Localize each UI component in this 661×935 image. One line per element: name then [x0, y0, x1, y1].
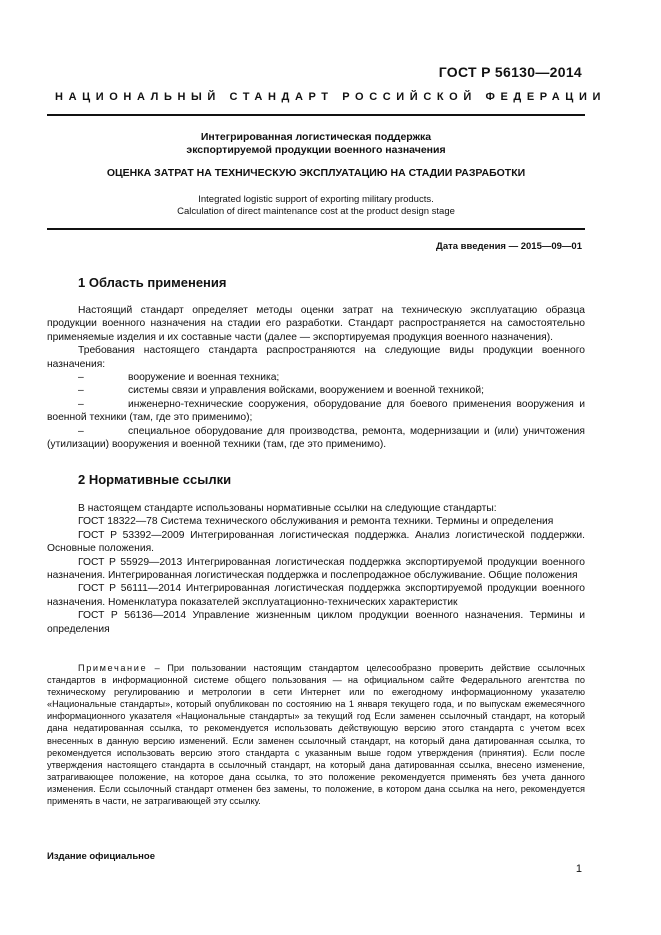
- title-divider: [47, 228, 585, 230]
- section-2-intro: В настоящем стандарте использованы нормативные ссылки на следующие стандарты:: [78, 503, 497, 514]
- list-dash: –: [78, 425, 84, 437]
- reference-item: ГОСТ 18322—78 Система технического обслуживания и ремонта техники. Термины и определения: [78, 516, 554, 528]
- national-standard-banner: НАЦИОНАЛЬНЫЙ СТАНДАРТ РОССИЙСКОЙ ФЕДЕРАЦИИ: [55, 91, 606, 103]
- reference-item: ГОСТ Р 55929—2013 Интегрированная логистическая поддержка экспортируемой продукции военного назначения. Интегрированная логистическая поддержка и послепродажное обслуживание. Общие положения: [47, 556, 585, 582]
- list-item: [47, 398, 585, 425]
- title-en-line-1: Integrated logistic support of exporting military products.: [198, 194, 434, 205]
- edition-label: Издание официальное: [47, 851, 155, 862]
- list-item-text: вооружение и военная техника;: [128, 372, 280, 384]
- document-number: ГОСТ Р 56130—2014: [438, 64, 582, 80]
- list-item-text: системы связи и управления войсками, вооружением и военной техникой;: [128, 385, 484, 397]
- list-item-text: специальное оборудование для производства, ремонта, модернизации и (или) уничтожения (утилизации) вооружения и военной техники (там, где это применимо).: [47, 425, 585, 451]
- note-block: [47, 662, 585, 807]
- title-ru-main: ОЦЕНКА ЗАТРАТ НА ТЕХНИЧЕСКУЮ ЭКСПЛУАТАЦИЮ НА СТАДИИ РАЗРАБОТКИ: [106, 167, 526, 179]
- list-dash: –: [78, 398, 84, 410]
- reference-item: ГОСТ Р 56136—2014 Управление жизненным циклом продукции военного назначения. Термины и определения: [47, 610, 585, 635]
- reference-item: ГОСТ Р 53392—2009 Интегрированная логистическая поддержка. Анализ логистической поддержки. Основные положения.: [47, 529, 585, 555]
- reference-item: ГОСТ Р 56111—2014 Интегрированная логистическая поддержка экспортируемой продукции военного назначения. Номенклатура показателей эксплуатационно-технических характеристик: [47, 583, 585, 608]
- list-item: [47, 371, 585, 384]
- title-ru-line-1: Интегрированная логистическая поддержка: [200, 131, 432, 143]
- section-2-heading: 2 Нормативные ссылки: [78, 472, 232, 487]
- section-1-paragraph-1: Настоящий стандарт определяет методы оценки затрат на техническую эксплуатацию образца продукции военного назначения на стадии его разработки. Стандарт распространяется на самостоятельно применяемые изделия и их составные части (далее — экспортируемая продукция военного назначения).: [47, 305, 585, 343]
- title-en-block: [47, 194, 585, 218]
- top-divider: [47, 114, 585, 116]
- title-ru-line-2: экспортируемой продукции военного назначения: [186, 144, 446, 156]
- section-1-heading: 1 Область применения: [78, 275, 227, 290]
- list-item: [47, 425, 585, 452]
- title-en-line-2: Calculation of direct maintenance cost at the product design stage: [177, 206, 455, 217]
- section-1-body: [47, 304, 585, 451]
- note-label: Примечание: [78, 663, 148, 673]
- list-item: [47, 384, 585, 397]
- section-2-body: [47, 502, 585, 636]
- section-1-paragraph-2: Требования настоящего стандарта распространяются на следующие виды продукции военного назначения:: [47, 345, 585, 370]
- introduction-date: Дата введения — 2015—09—01: [436, 241, 582, 252]
- page-number: 1: [575, 863, 582, 875]
- list-item-text: инженерно-технические сооружения, оборудование для боевого применения вооружения и военной техники (там, где это применимо);: [47, 398, 585, 424]
- list-dash: –: [78, 385, 84, 397]
- note-text: – При пользовании настоящим стандартом целесообразно проверить действие ссылочных стандартов в информационной системе общего пользования — на официальном сайте Федерального агентства по техническому регулированию и метрологии в сети Интернет или по ежегодному информационному указателю «Национальные стандарты», который опубликован по состоянию на 1 января текущего года, и по выпускам ежемесячного информационного указателя «Национальные стандарты» за текущий год Если заменен ссылочный стандарт, на который дана недатированная ссылка, то рекомендуется использовать действующую версию этого стандарта с учетом всех внесенных в данную версию изменений. Если заменен ссылочный стандарт, на который дана датированная ссылка, то рекомендуется использовать версию этого стандарта с указанным выше годом утверждения (принятия). Если после утверждения настоящего стандарта в ссылочный стандарт, на который дана датированная ссылка, внесено изменение, затрагивающее положение, на которое дана ссылка, то это положение рекомендуется применять без учета данного изменения. Если ссылочный стандарт отменен без замены, то положение, в котором дана ссылка на него, рекомендуется применять в части, не затрагивающей эту ссылку.: [47, 663, 585, 807]
- list-dash: –: [78, 372, 84, 384]
- title-ru-block: [47, 131, 585, 157]
